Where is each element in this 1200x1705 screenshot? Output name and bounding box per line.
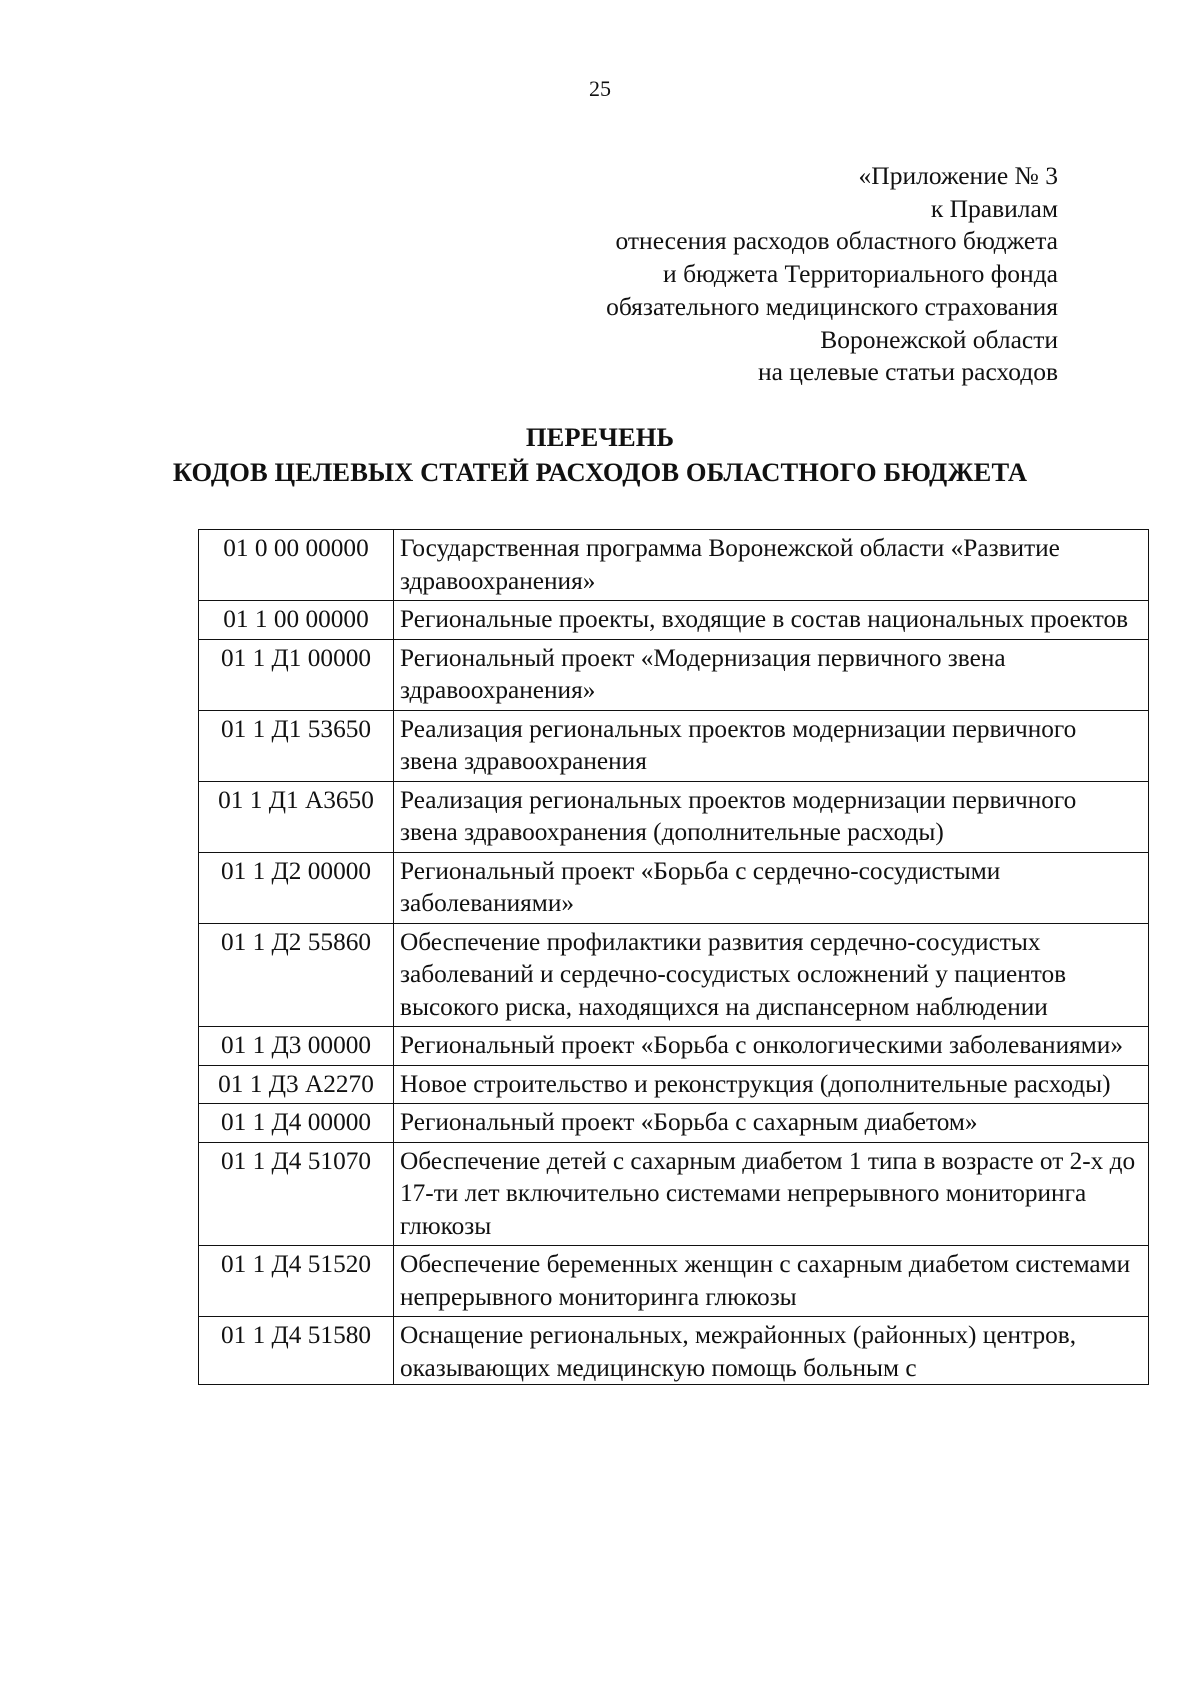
- appendix-line: и бюджета Территориального фонда: [663, 259, 1058, 289]
- description-cell: Региональный проект «Модернизация первичного звена здравоохранения»: [394, 639, 1149, 710]
- table-row: [199, 710, 1149, 781]
- appendix-line: к Правилам: [930, 193, 1058, 223]
- appendix-line: отнесения расходов областного бюджета: [615, 226, 1058, 256]
- appendix-line: обязательного медицинского страхования: [606, 291, 1058, 321]
- table-row: [199, 852, 1149, 923]
- appendix-line: Воронежской области: [820, 324, 1058, 354]
- description-cell: Государственная программа Воронежской области «Развитие здравоохранения»: [394, 530, 1149, 601]
- description-cell: Региональный проект «Борьба с сердечно-сосудистыми заболеваниями»: [394, 852, 1149, 923]
- heading-title: ПЕРЕЧЕНЬ: [525, 422, 675, 452]
- appendix-line: на целевые статьи расходов: [757, 357, 1058, 387]
- code-cell: 01 1 Д3 00000: [199, 1027, 394, 1066]
- table-row: [199, 781, 1149, 852]
- document-heading: [0, 420, 1200, 490]
- table-row: [199, 1027, 1149, 1066]
- description-cell: Региональный проект «Борьба с онкологическими заболеваниями»: [394, 1027, 1149, 1066]
- code-cell: 01 0 00 00000: [199, 530, 394, 601]
- table-row: [199, 530, 1149, 601]
- description-cell: Оснащение региональных, межрайонных (районных) центров, оказывающих медицинскую помощь больным с: [394, 1317, 1149, 1385]
- appendix-line: «Приложение № 3: [858, 161, 1058, 190]
- table-row: [199, 1065, 1149, 1104]
- description-cell: Новое строительство и реконструкция (дополнительные расходы): [394, 1065, 1149, 1104]
- code-cell: 01 1 00 00000: [199, 601, 394, 640]
- description-cell: Обеспечение профилактики развития сердечно-сосудистых заболеваний и сердечно-сосудистых осложнений у пациентов высокого риска, находящихся на диспансерном наблюдении: [394, 923, 1149, 1027]
- description-cell: Обеспечение беременных женщин с сахарным диабетом системами непрерывного мониторинга глюкозы: [394, 1246, 1149, 1317]
- table-row: [199, 1142, 1149, 1246]
- page-number: 25: [589, 76, 611, 101]
- code-cell: 01 1 Д2 55860: [199, 923, 394, 1027]
- description-cell: Реализация региональных проектов модернизации первичного звена здравоохранения: [394, 710, 1149, 781]
- table-row: [199, 639, 1149, 710]
- code-cell: 01 1 Д4 00000: [199, 1104, 394, 1143]
- code-cell: 01 1 Д3 А2270: [199, 1065, 394, 1104]
- code-cell: 01 1 Д4 51580: [199, 1317, 394, 1385]
- code-cell: 01 1 Д1 00000: [199, 639, 394, 710]
- code-cell: 01 1 Д2 00000: [199, 852, 394, 923]
- description-cell: Обеспечение детей с сахарным диабетом 1 типа в возрасте от 2-х до 17-ти лет включительно системами непрерывного мониторинга глюкозы: [394, 1142, 1149, 1246]
- table-row: [199, 1246, 1149, 1317]
- code-cell: 01 1 Д1 А3650: [199, 781, 394, 852]
- description-cell: Реализация региональных проектов модернизации первичного звена здравоохранения (дополнительные расходы): [394, 781, 1149, 852]
- appendix-reference: [606, 160, 1058, 389]
- code-cell: 01 1 Д4 51520: [199, 1246, 394, 1317]
- code-cell: 01 1 Д1 53650: [199, 710, 394, 781]
- heading-subtitle: КОДОВ ЦЕЛЕВЫХ СТАТЕЙ РАСХОДОВ ОБЛАСТНОГО БЮДЖЕТА: [172, 457, 1028, 487]
- description-cell: Региональный проект «Борьба с сахарным диабетом»: [394, 1104, 1149, 1143]
- description-cell: Региональные проекты, входящие в состав национальных проектов: [394, 601, 1149, 640]
- table-row: [199, 923, 1149, 1027]
- table-row: [199, 1104, 1149, 1143]
- codes-table: [198, 529, 1149, 1385]
- table-row: [199, 601, 1149, 640]
- code-cell: 01 1 Д4 51070: [199, 1142, 394, 1246]
- table-row: [199, 1317, 1149, 1385]
